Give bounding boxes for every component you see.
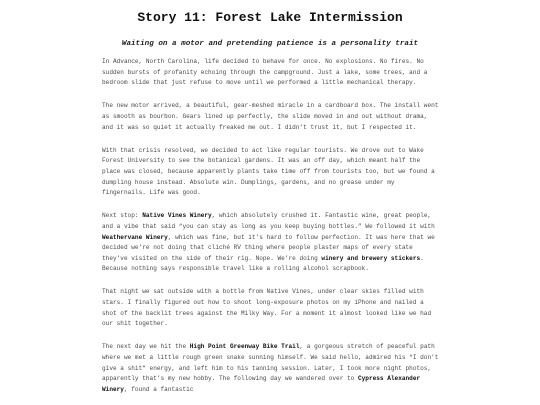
story-subtitle: Waiting on a motor and pretending patience is a personality trait	[121, 40, 419, 48]
paragraph-text: , found a fantastic	[123, 385, 194, 393]
paragraph-text: , which was fine, but it’s hard to follow perfection. It was here that we decided we’re not doing that cliché RV thing where people plaster maps of every state they’ve visited on the side of their rig. Nope. We’re doing	[102, 233, 435, 262]
story-paragraph	[102, 57, 442, 89]
place-name: Native Vines Winery	[142, 212, 212, 220]
paragraph-text: With that crisis resolved, we decided to act like regular tourists. We drove out to Wake Forest University to see the botanical gardens. It was an off day, which meant half the place was closed, because apparently plants take time off from tourists too, but we found a dumpling house instead. Absolute win. Dumplings, gardens, and no grease under my fingernails. Life was good.	[102, 146, 435, 197]
paragraph-text: Next stop:	[102, 212, 143, 220]
paragraph-text: , a gorgeous stretch of peaceful path where we met a little rough green snake sunning himself. We said hello, admired his “I don’t give a shit” energy, and left him to his tanning session. Later, I took more night photos, apparently that’s my new hobby. The following day we wandered over to	[102, 343, 439, 383]
story-paragraph	[102, 211, 442, 275]
paragraph-text: That night we sat outside with a bottle from Native Vines, under clear skies filled with stars. I finally figured out how to shoot long-exposure photos on my iPhone and nailed a shot of the backlit trees against the Milky Way. For a moment it almost looked like we had our shit together.	[102, 288, 432, 328]
story-paragraph	[102, 287, 442, 329]
paragraph-text: In Advance, North Carolina, life decided to behave for once. No explosions. No fires. No sudden bursts of profanity echoing through the campground. Just a lake, some trees, and a bedroom slide that just refuse to move until we performed a little mechanical therapy.	[102, 58, 428, 87]
place-name: High Point Greenway Bike Trail	[189, 343, 300, 351]
paragraph-text: The new motor arrived, a beautiful, gear-meshed miracle in a cardboard box. The install went as smooth as bourbon. Gears lined up perfectly, the slide moved in and out without drama, and it was so quiet it actually freaked me out. I didn’t trust it, but I respected it.	[102, 102, 439, 131]
story-body	[102, 57, 442, 405]
story-paragraph	[102, 101, 442, 133]
paragraph-text: The next day we hit the	[102, 343, 190, 351]
story-paragraph	[102, 342, 442, 395]
paragraph-text: . Because nothing says responsible travel like a rolling alcohol scrapbook.	[102, 254, 424, 273]
paragraph-text: , which absolutely crushed it. Fantastic wine, great people, and a vibe that said “you can stay as long as you keep buying bottles.” We followed it with	[102, 212, 435, 230]
place-name: Cypress Alexander Winery	[102, 375, 421, 393]
place-name: Weathervane Winery	[102, 233, 168, 241]
story-title: Story 11: Forest Lake Intermission	[137, 10, 403, 25]
place-name: winery and brewery stickers	[321, 254, 421, 262]
story-paragraph	[102, 146, 442, 199]
